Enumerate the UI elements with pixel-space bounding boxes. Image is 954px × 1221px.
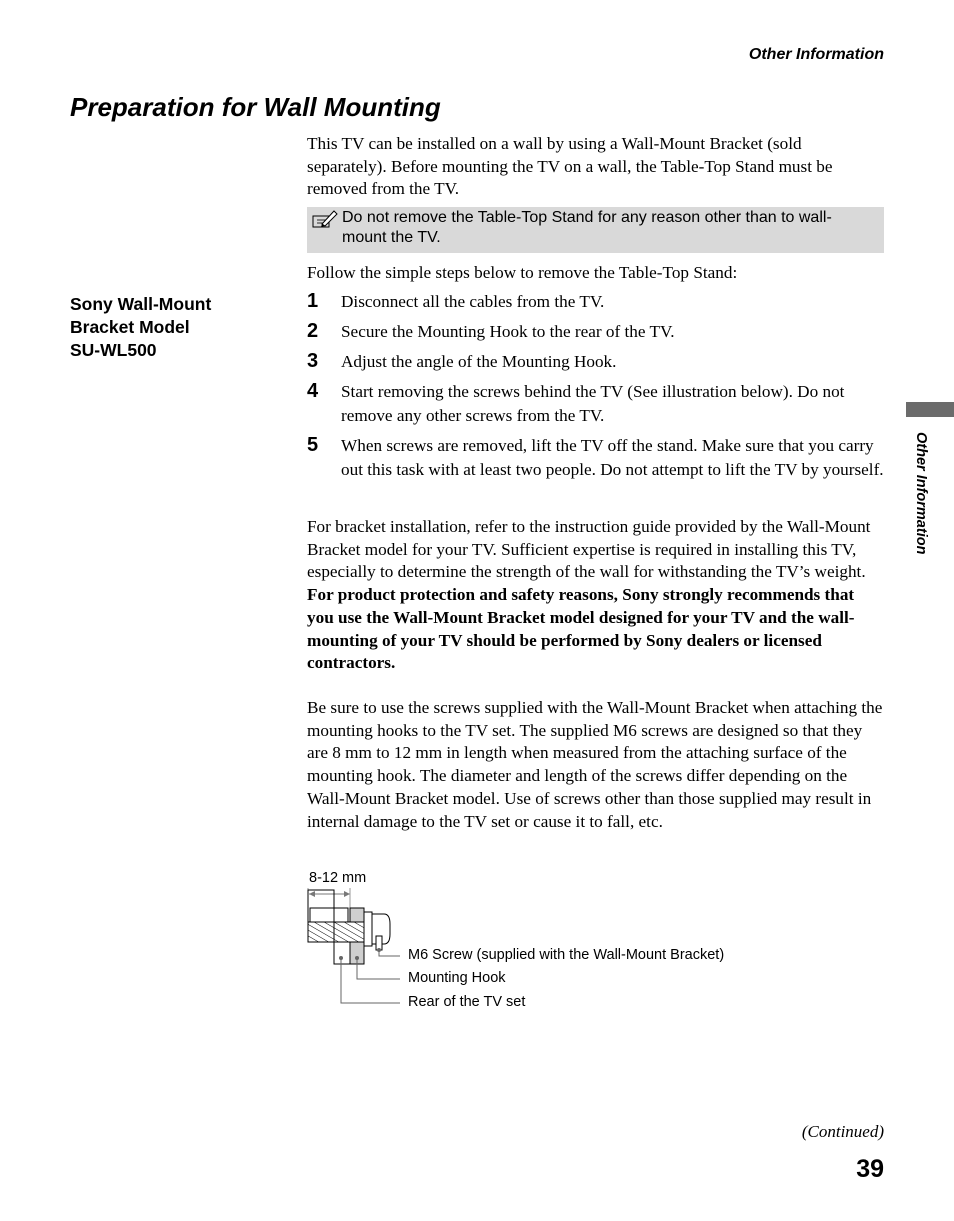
- side-heading-line: Bracket Model: [70, 317, 190, 337]
- intro-paragraph: This TV can be installed on a wall by using a Wall-Mount Bracket (sold separately). Before mounting the TV on a wall, the Table-Top Stand must be removed from the TV.: [307, 134, 833, 199]
- continued-marker: (Continued): [801, 1122, 884, 1141]
- hook-callout: Mounting Hook: [408, 970, 506, 986]
- side-heading-line: SU-WL500: [70, 340, 157, 360]
- step-item: [307, 320, 884, 344]
- bracket-paragraph: [307, 516, 884, 675]
- side-heading: [70, 293, 270, 362]
- bracket-text: For bracket installation, refer to the instruction guide provided by the Wall-Mount Bracket model for your TV. Sufficient expertise is required in installing this TV, especially to determine the strength of the wall for withstanding the TV’s weight.: [307, 517, 871, 582]
- screws-paragraph: Be sure to use the screws supplied with the Wall-Mount Bracket when attaching the mounting hooks to the TV set. The supplied M6 screws are designed so that they are 8 mm to 12 mm in length when measured from the attaching surface of the mounting hook. The diameter and length of the screws differ depending on the Wall-Mount Bracket model. Use of screws other than those supplied may result in internal damage to the TV set or cause it to fall, etc.: [307, 698, 883, 831]
- steps-list: [307, 290, 884, 482]
- section-side-tab: [911, 432, 929, 582]
- step-text: Adjust the angle of the Mounting Hook.: [341, 352, 617, 371]
- step-item: [307, 434, 884, 482]
- step-text: Start removing the screws behind the TV (See illustration below). Do not remove any other screws from the TV.: [341, 382, 845, 425]
- step-number: 5: [307, 434, 319, 456]
- step-text: When screws are removed, lift the TV off the stand. Make sure that you carry out this task with at least two people. Do not attempt to lift the TV by yourself.: [341, 436, 884, 479]
- steps-intro: Follow the simple steps below to remove the Table-Top Stand:: [307, 263, 738, 282]
- safety-recommendation: For product protection and safety reasons, Sony strongly recommends that you use the Wall-Mount Bracket model designed for your TV and the wall-mounting of your TV should be performed by Sony dealers or licensed contractors.: [307, 585, 855, 673]
- note-box: [307, 207, 884, 253]
- screw-illustration: [300, 868, 410, 1008]
- screw-diagram: [300, 868, 760, 1018]
- step-number: 1: [307, 290, 319, 312]
- step-item: [307, 350, 884, 374]
- step-text: Secure the Mounting Hook to the rear of the TV.: [341, 322, 675, 341]
- side-heading-line: Sony Wall-Mount: [70, 294, 212, 314]
- section-tab-bar: [906, 402, 954, 417]
- note-text: Do not remove the Table-Top Stand for any reason other than to wall-mount the TV.: [342, 209, 832, 246]
- page-number: 39: [856, 1155, 884, 1183]
- section-side-tab-label: Other Information: [913, 432, 929, 555]
- step-number: 2: [307, 320, 319, 342]
- dimension-label: 8-12 mm: [309, 870, 367, 886]
- step-item: [307, 380, 884, 428]
- running-header: Other Information: [748, 46, 884, 63]
- rear-callout: Rear of the TV set: [408, 994, 526, 1010]
- pencil-note-icon: [312, 210, 338, 228]
- screw-callout: M6 Screw (supplied with the Wall-Mount Bracket): [408, 947, 725, 963]
- page-title: Preparation for Wall Mounting: [70, 92, 441, 122]
- step-item: [307, 290, 884, 314]
- step-number: 3: [307, 350, 319, 372]
- step-text: Disconnect all the cables from the TV.: [341, 292, 605, 311]
- step-number: 4: [307, 380, 319, 402]
